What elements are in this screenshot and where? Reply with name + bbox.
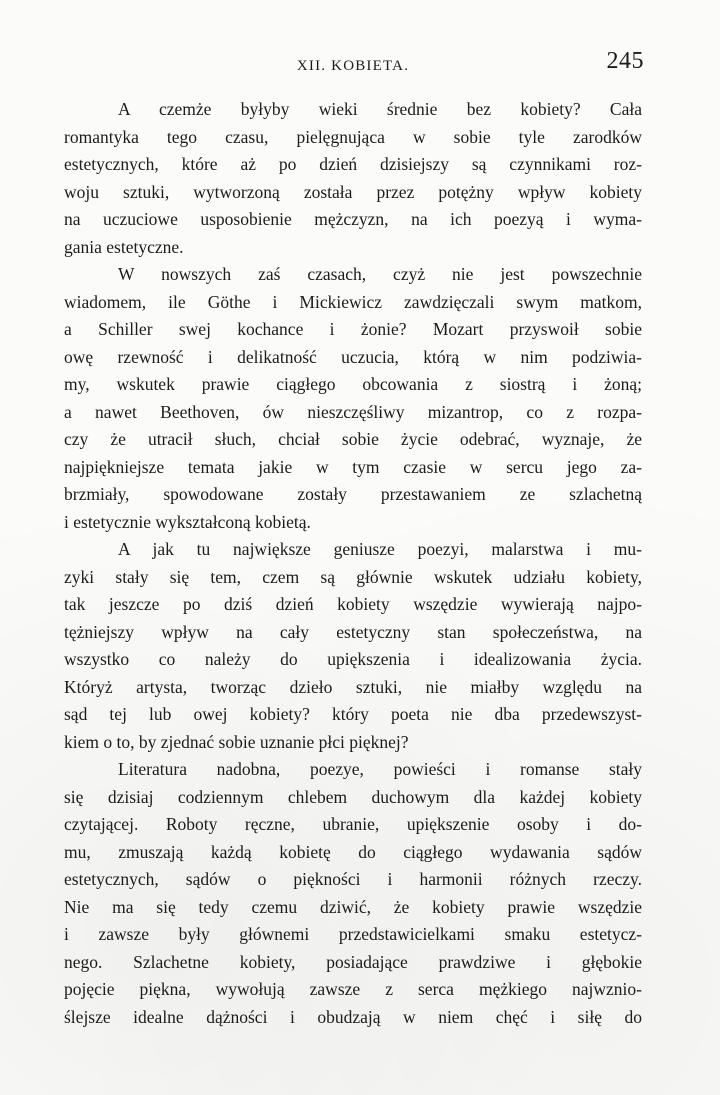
text-line: kiem o to, by zjednać sobie uznanie płci pięknej? [64,731,409,752]
text-line: A jak tu największe geniusze poezyi, malarstwa i mu- [118,539,642,559]
text-line: my, wskutek prawie ciągłego obcowania z siostrą i żoną; [64,374,642,394]
paragraph [64,261,642,536]
text-line: ślejsze idealne dążności i obudzają w niem chęć i siłę do [64,1006,642,1027]
text-line: estetycznych, sądów o piękności i harmonii różnych rzeczy. [64,869,642,889]
text-line: W nowszych zaś czasach, czyż nie jest powszechnie [118,264,642,284]
text-line: a nawet Beethoven, ów nieszczęśliwy mizantrop, co z rozpa- [64,401,642,422]
text-line: tężniejszy wpływ na cały estetyczny stan społeczeństwa, na [64,621,642,642]
paragraph [64,756,642,1031]
text-line: owę rzewność i delikatność uczucia, którą w nim podziwia- [64,346,642,367]
text-line: gania estetyczne. [64,236,184,257]
paragraph [64,96,642,261]
body-text [64,96,642,1031]
text-line: nego. Szlachetne kobiety, posiadające prawdziwe i głębokie [64,951,642,972]
text-line: brzmiały, spowodowane zostały przestawaniem ze szlachetną [64,484,642,504]
text-line: się dzisiaj codziennym chlebem duchowym dla każdej kobiety [64,786,642,807]
text-line: najpiękniejsze temata jakie w tym czasie w sercu jego za- [64,456,642,477]
text-line: estetycznych, które aż po dzień dzisiejszy są czynnikami roz- [64,154,642,174]
text-line: Nie ma się tedy czemu dziwić, że kobiety prawie wszędzie [64,896,642,917]
text-line: zyki stały się tem, czem są głównie wskutek udziału kobiety, [64,566,642,587]
text-line: i estetycznie wykształconą kobietą. [64,511,311,532]
text-line: A czemże byłyby wieki średnie bez kobiety? Cała [118,99,642,119]
text-line: pojęcie piękna, wywołują zawsze z serca mężkiego najwznio- [64,979,642,999]
text-line: czytającej. Roboty ręczne, ubranie, upiększenie osoby i do- [64,814,642,834]
page-header [62,46,644,86]
text-line: na uczuciowe usposobienie mężczyzn, na ich poezyą i wyma- [64,209,642,229]
running-head: XII. KOBIETA. [296,58,410,74]
text-line: a Schiller swej kochance i żonie? Mozart przyswoił sobie [64,319,642,339]
text-line: mu, zmuszają każdą kobietę do ciągłego wydawania sądów [64,841,642,862]
text-line: wiadomem, ile Göthe i Mickiewicz zawdzięczali swym matkom, [64,291,642,312]
paragraph [64,536,642,756]
page-number: 245 [606,48,644,74]
text-line: Któryż artysta, tworząc dzieło sztuki, nie miałby względu na [64,676,642,697]
text-line: tak jeszcze po dziś dzień kobiety wszędzie wywierają najpo- [64,594,642,614]
text-line: czy że utracił słuch, chciał sobie życie odebrać, wyznaje, że [64,429,642,449]
text-line: woju sztuki, wytworzoną została przez potężny wpływ kobiety [64,181,642,202]
text-line: i zawsze były głównemi przedstawicielkami smaku estetycz- [64,924,642,944]
text-line: sąd tej lub owej kobiety? który poeta nie dba przedewszyst- [64,704,642,724]
text-line: Literatura nadobna, poezye, powieści i romanse stały [118,759,642,779]
text-line: wszystko co należy do upiększenia i idealizowania życia. [64,649,642,669]
text-line: romantyka tego czasu, pielęgnująca w sobie tyle zarodków [64,126,642,147]
